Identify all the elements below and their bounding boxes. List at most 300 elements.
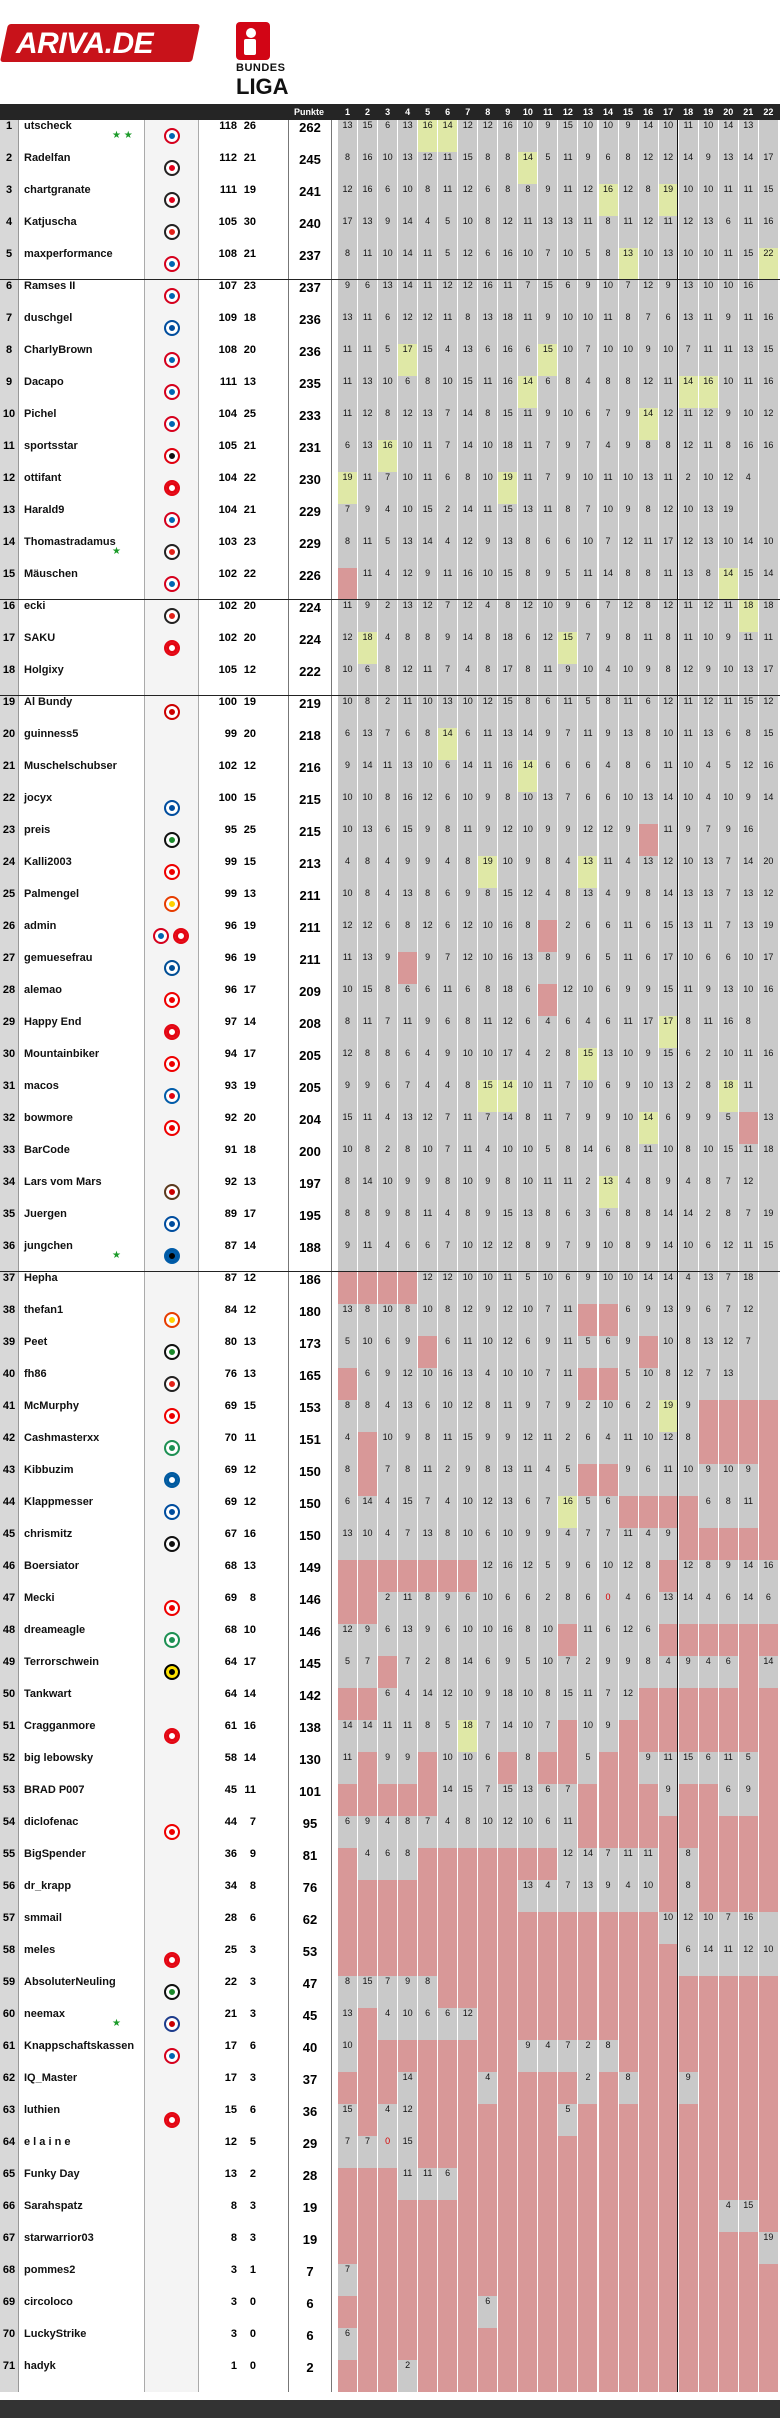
wins-cell: 9 <box>249 1848 256 1860</box>
table-row[interactable] <box>0 2200 780 2232</box>
table-row[interactable] <box>0 888 780 920</box>
table-row[interactable] <box>0 312 780 344</box>
matchday-score-cell <box>378 1784 397 1816</box>
matchday-score-cell: 15 <box>358 1976 377 2008</box>
matchday-score-cell: 6 <box>578 760 597 792</box>
player-name-link[interactable]: Funky Day <box>19 2168 143 2200</box>
goals-cell: 36 <box>198 1848 237 1880</box>
matchday-score-cell <box>759 1400 778 1432</box>
star-icons: ★ ★ <box>112 130 133 141</box>
player-name-link[interactable]: maxperformance <box>19 248 143 280</box>
matchday-score-cell: 6 <box>619 1400 638 1432</box>
table-row[interactable] <box>0 1400 780 1432</box>
player-name-link[interactable]: ecki <box>19 600 143 632</box>
goals-cell: 92 <box>198 1176 237 1208</box>
player-name-link[interactable]: smmail <box>19 1912 143 1944</box>
player-name-link[interactable]: utscheck <box>19 120 143 152</box>
matchday-score-cell <box>719 2008 738 2040</box>
matchday-score-cell <box>759 472 778 504</box>
table-row[interactable] <box>0 1848 780 1880</box>
matchday-score-cell: 14 <box>498 1080 517 1112</box>
player-name-link[interactable]: Radelfan <box>19 152 143 184</box>
table-row[interactable] <box>0 280 780 312</box>
table-row[interactable] <box>0 536 780 568</box>
matchday-score-cell <box>518 2328 537 2360</box>
club-crest-cell <box>144 1336 199 1368</box>
player-name-link[interactable]: LuckyStrike <box>19 2328 143 2360</box>
matchday-score-cell: 6 <box>558 1208 577 1240</box>
player-name-link[interactable]: BigSpender <box>19 1848 143 1880</box>
eagle-crest-icon <box>164 1536 180 1552</box>
matchday-score-cell: 13 <box>498 1464 517 1496</box>
wins-cell: 18 <box>243 312 256 324</box>
table-row[interactable] <box>0 2104 780 2136</box>
player-name-link[interactable]: sportsstar <box>19 440 143 472</box>
club-crest-cell <box>144 1272 199 1304</box>
matchday-score-cell <box>619 2104 638 2136</box>
table-row[interactable] <box>0 2008 780 2040</box>
matchday-score-cell: 8 <box>619 376 638 408</box>
matchday-score-cell: 11 <box>358 1112 377 1144</box>
matchday-score-cell: 10 <box>378 1304 397 1336</box>
table-row[interactable] <box>0 1784 780 1816</box>
club-crest-cell <box>144 1016 199 1048</box>
rank-cell: 46 <box>0 1560 19 1592</box>
rank-cell: 51 <box>0 1720 19 1752</box>
matchday-score-cell <box>498 2104 517 2136</box>
table-row[interactable] <box>0 664 780 696</box>
table-row[interactable] <box>0 1336 780 1368</box>
matchday-score-cell: 6 <box>759 1592 778 1624</box>
matchday-score-cell: 6 <box>538 1784 557 1816</box>
player-name-link[interactable]: starwarrior03 <box>19 2232 143 2264</box>
matchday-score-cell <box>639 2360 658 2392</box>
table-row[interactable] <box>0 1304 780 1336</box>
table-row[interactable] <box>0 184 780 216</box>
player-name-link[interactable]: Kibbuzim <box>19 1464 143 1496</box>
player-name-link[interactable]: SAKU <box>19 632 143 664</box>
matchday-score-cell: 16 <box>418 120 437 152</box>
gladbach-crest-icon <box>164 1984 180 2000</box>
table-row[interactable] <box>0 984 780 1016</box>
player-name-link[interactable]: Pichel <box>19 408 143 440</box>
table-row[interactable] <box>0 1912 780 1944</box>
matchday-score-cell: 14 <box>739 1592 758 1624</box>
matchday-score-cell: 8 <box>418 1976 437 2008</box>
table-row[interactable] <box>0 1816 780 1848</box>
player-name-link[interactable]: bowmore <box>19 1112 143 1144</box>
matchday-score-cell <box>398 2328 417 2360</box>
matchday-score-cell: 11 <box>458 1112 477 1144</box>
player-name-link[interactable]: CharlyBrown <box>19 344 143 376</box>
matchday-score-cell: 11 <box>398 1016 417 1048</box>
table-row[interactable] <box>0 1464 780 1496</box>
player-name-link[interactable]: neemax <box>19 2008 143 2040</box>
matchday-score-cell <box>699 2296 718 2328</box>
matchday-score-cell: 19 <box>759 2232 778 2264</box>
table-row[interactable] <box>0 952 780 984</box>
table-row[interactable] <box>0 2168 780 2200</box>
matchday-score-cell: 8 <box>478 632 497 664</box>
matchday-score-cell: 7 <box>699 824 718 856</box>
club-crest-cell <box>144 472 199 504</box>
matchday-score-cell: 12 <box>699 600 718 632</box>
player-name-link[interactable]: Happy End <box>19 1016 143 1048</box>
player-name-link[interactable]: Palmengel <box>19 888 143 920</box>
player-name-link[interactable]: Mountainbiker <box>19 1048 143 1080</box>
club-crest-cell <box>144 1176 199 1208</box>
player-name-link[interactable]: circoloco <box>19 2296 143 2328</box>
table-row[interactable] <box>0 1592 780 1624</box>
player-name-link[interactable]: chartgranate <box>19 184 143 216</box>
matchday-score-cell <box>478 2136 497 2168</box>
matchday-score-cell <box>759 1912 778 1944</box>
rank-cell: 23 <box>0 824 19 856</box>
table-row[interactable] <box>0 1560 780 1592</box>
matchday-score-cell <box>458 1976 477 2008</box>
matchday-score-cell: 6 <box>578 600 597 632</box>
table-row[interactable] <box>0 472 780 504</box>
matchday-score-cell: 18 <box>759 1144 778 1176</box>
player-name-link[interactable]: Holgixy <box>19 664 143 696</box>
star-icons: ★ <box>112 2018 121 2029</box>
table-row[interactable] <box>0 344 780 376</box>
player-name-link[interactable]: AbsoluterNeuling <box>19 1976 143 2008</box>
player-name-link[interactable]: Peet <box>19 1336 143 1368</box>
matchday-score-cell: 10 <box>578 536 597 568</box>
player-name-link[interactable]: Muschelschubser <box>19 760 143 792</box>
player-name-link[interactable]: ottifant <box>19 472 143 504</box>
matchday-score-cell: 19 <box>659 1400 678 1432</box>
matchday-score-cell: 4 <box>378 1528 397 1560</box>
table-row[interactable] <box>0 728 780 760</box>
matchday-score-cell: 4 <box>578 376 597 408</box>
matchday-score-cell <box>438 2296 457 2328</box>
table-row[interactable] <box>0 2360 780 2392</box>
matchday-score-cell: 4 <box>478 1368 497 1400</box>
matchday-score-cell <box>578 1304 597 1336</box>
matchday-score-cell: 7 <box>578 632 597 664</box>
matchday-score-cell: 15 <box>458 152 477 184</box>
table-row[interactable] <box>0 1656 780 1688</box>
matchday-score-cell: 12 <box>338 1624 357 1656</box>
table-row[interactable] <box>0 1272 780 1304</box>
player-name-link[interactable]: luthien <box>19 2104 143 2136</box>
matchday-header-12: 12 <box>562 107 573 117</box>
table-row[interactable] <box>0 1080 780 1112</box>
matchday-score-cell <box>619 2200 638 2232</box>
player-name-link[interactable]: diclofenac <box>19 1816 143 1848</box>
matchday-score-cell: 7 <box>558 1112 577 1144</box>
matchday-score-cell: 9 <box>478 1304 497 1336</box>
goals-cell: 103 <box>198 536 237 568</box>
matchday-score-cell <box>739 1368 758 1400</box>
matchday-score-cell: 6 <box>378 184 397 216</box>
matchday-score-cell: 8 <box>398 632 417 664</box>
matchday-score-cell: 5 <box>518 1656 537 1688</box>
matchday-score-cell <box>358 2072 377 2104</box>
matchday-score-cell: 11 <box>679 984 698 1016</box>
player-name-link[interactable]: Dacapo <box>19 376 143 408</box>
table-row[interactable] <box>0 1880 780 1912</box>
table-row[interactable] <box>0 696 780 728</box>
player-name-link[interactable]: Tankwart <box>19 1688 143 1720</box>
player-name-link[interactable]: Lars vom Mars <box>19 1176 143 1208</box>
matchday-score-cell: 9 <box>358 1816 377 1848</box>
goals-cell: 100 <box>198 696 237 728</box>
matchday-score-cell: 14 <box>659 1208 678 1240</box>
club-crest-cell <box>144 1816 199 1848</box>
player-name-link[interactable]: fh86 <box>19 1368 143 1400</box>
matchday-score-cell: 12 <box>458 120 477 152</box>
matchday-score-cell: 8 <box>398 1848 417 1880</box>
matchday-header-14: 14 <box>603 107 614 117</box>
table-row[interactable] <box>0 1016 780 1048</box>
table-row[interactable] <box>0 1624 780 1656</box>
player-name-link[interactable]: macos <box>19 1080 143 1112</box>
matchday-score-cell: 8 <box>478 1464 497 1496</box>
table-row[interactable] <box>0 824 780 856</box>
table-row[interactable] <box>0 792 780 824</box>
player-name-link[interactable]: thefan1 <box>19 1304 143 1336</box>
player-name-link[interactable]: gemuesefrau <box>19 952 143 984</box>
table-row[interactable] <box>0 2232 780 2264</box>
table-row[interactable] <box>0 568 780 600</box>
matchday-score-cell: 9 <box>418 1176 437 1208</box>
player-name-link[interactable]: Kalli2003 <box>19 856 143 888</box>
player-name-link[interactable]: Ramses II <box>19 280 143 312</box>
table-row[interactable] <box>0 408 780 440</box>
matchday-score-cell <box>759 2104 778 2136</box>
matchday-score-cell: 14 <box>358 760 377 792</box>
table-row[interactable] <box>0 1944 780 1976</box>
matchday-score-cell <box>518 1848 537 1880</box>
matchday-score-cell: 6 <box>639 1624 658 1656</box>
player-name-link[interactable]: meles <box>19 1944 143 1976</box>
table-row[interactable] <box>0 376 780 408</box>
matchday-score-cell: 13 <box>438 696 457 728</box>
player-name-link[interactable]: admin <box>19 920 143 952</box>
player-name-link[interactable]: dreameagle <box>19 1624 143 1656</box>
table-row[interactable] <box>0 632 780 664</box>
matchday-score-cell: 13 <box>659 1592 678 1624</box>
points-cell: 7 <box>288 2264 332 2296</box>
matchday-score-cell: 10 <box>679 504 698 536</box>
player-name-link[interactable]: Katjuscha <box>19 216 143 248</box>
matchday-score-cell <box>719 2104 738 2136</box>
player-name-link[interactable]: Cashmasterxx <box>19 1432 143 1464</box>
matchday-score-cell: 6 <box>438 1016 457 1048</box>
points-cell: 213 <box>288 856 332 888</box>
table-row[interactable] <box>0 1432 780 1464</box>
player-name-link[interactable]: Mäuschen <box>19 568 143 600</box>
matchday-score-cell: 6 <box>438 760 457 792</box>
club-crest-cell <box>144 2136 199 2168</box>
matchday-score-cell: 13 <box>759 1112 778 1144</box>
table-row[interactable] <box>0 248 780 280</box>
matchday-score-cell: 10 <box>458 1240 477 1272</box>
player-name-link[interactable]: Hepha <box>19 1272 143 1304</box>
rank-cell: 66 <box>0 2200 19 2232</box>
matchday-score-cell: 10 <box>378 248 397 280</box>
player-name-link[interactable]: McMurphy <box>19 1400 143 1432</box>
goals-cell: 80 <box>198 1336 237 1368</box>
matchday-score-cell: 16 <box>759 376 778 408</box>
club-crest-cell <box>144 1240 199 1272</box>
matchday-score-cell: 10 <box>478 1048 497 1080</box>
points-cell: 224 <box>288 600 332 632</box>
club-crest-cell <box>144 2328 199 2360</box>
matchday-score-cell: 14 <box>599 568 618 600</box>
stuttgart-crest-icon <box>164 1376 180 1392</box>
player-name-link[interactable]: preis <box>19 824 143 856</box>
matchday-score-cell: 10 <box>518 1080 537 1112</box>
table-row[interactable] <box>0 600 780 632</box>
matchday-score-cell: 10 <box>699 472 718 504</box>
matchday-score-cell: 13 <box>398 760 417 792</box>
matchday-score-cell <box>498 2008 517 2040</box>
table-row[interactable] <box>0 1176 780 1208</box>
matchday-score-cell: 13 <box>679 568 698 600</box>
player-name-link[interactable]: Knappschaftskassen <box>19 2040 143 2072</box>
matchday-score-cell: 10 <box>578 120 597 152</box>
player-name-link[interactable]: Harald9 <box>19 504 143 536</box>
table-row[interactable] <box>0 2040 780 2072</box>
points-cell: 215 <box>288 824 332 856</box>
ariva-logo-text[interactable]: ARIVA.DE <box>16 27 154 60</box>
table-row[interactable] <box>0 1144 780 1176</box>
table-row[interactable] <box>0 504 780 536</box>
table-row[interactable] <box>0 1720 780 1752</box>
player-name-link[interactable]: Juergen <box>19 1208 143 1240</box>
player-name-link[interactable]: Terrorschwein <box>19 1656 143 1688</box>
table-row[interactable] <box>0 1752 780 1784</box>
table-row[interactable] <box>0 1240 780 1272</box>
matchday-score-cell <box>418 2200 437 2232</box>
matchday-score-cell <box>739 2296 758 2328</box>
player-name-link[interactable]: Mecki <box>19 1592 143 1624</box>
table-row[interactable] <box>0 216 780 248</box>
matchday-score-cell: 12 <box>418 152 437 184</box>
table-row[interactable] <box>0 920 780 952</box>
table-row[interactable] <box>0 120 780 152</box>
player-name-link[interactable]: duschgel <box>19 312 143 344</box>
matchday-score-cell: 18 <box>358 632 377 664</box>
matchday-score-cell: 10 <box>498 856 517 888</box>
table-row[interactable] <box>0 2264 780 2296</box>
rank-cell: 35 <box>0 1208 19 1240</box>
player-name-link[interactable]: big lebowsky <box>19 1752 143 1784</box>
matchday-score-cell: 8 <box>518 568 537 600</box>
matchday-score-cell: 8 <box>438 1528 457 1560</box>
player-name-link[interactable]: pommes2 <box>19 2264 143 2296</box>
table-row[interactable] <box>0 2296 780 2328</box>
player-name-link[interactable]: guinness5 <box>19 728 143 760</box>
table-row[interactable] <box>0 2136 780 2168</box>
matchday-score-cell <box>338 2200 357 2232</box>
matchday-score-cell <box>378 2200 397 2232</box>
matchday-score-cell <box>498 1880 517 1912</box>
matchday-score-cell <box>538 2072 557 2104</box>
player-name-link[interactable]: Thomastradamus <box>19 536 143 568</box>
player-name-link[interactable]: IQ_Master <box>19 2072 143 2104</box>
matchday-score-cell <box>578 2296 597 2328</box>
matchday-score-cell: 11 <box>438 184 457 216</box>
table-row[interactable] <box>0 1976 780 2008</box>
wins-cell: 8 <box>249 1592 256 1604</box>
table-row[interactable] <box>0 2328 780 2360</box>
wins-cell: 0 <box>249 2296 256 2308</box>
matchday-score-cell: 11 <box>558 696 577 728</box>
player-name-link[interactable]: Al Bundy <box>19 696 143 728</box>
player-name-link[interactable]: Boersiator <box>19 1560 143 1592</box>
matchday-score-cell: 6 <box>358 280 377 312</box>
table-row[interactable] <box>0 1528 780 1560</box>
wins-cell: 16 <box>243 1528 256 1540</box>
matchday-score-cell <box>338 568 357 600</box>
matchday-score-cell: 10 <box>699 248 718 280</box>
matchday-score-cell: 10 <box>578 1080 597 1112</box>
bayern-crest-icon <box>164 416 180 432</box>
matchday-score-cell <box>719 2136 738 2168</box>
player-name-link[interactable]: dr_krapp <box>19 1880 143 1912</box>
table-row[interactable] <box>0 1368 780 1400</box>
matchday-score-cell: 10 <box>679 792 698 824</box>
table-row[interactable] <box>0 856 780 888</box>
player-name-link[interactable]: hadyk <box>19 2360 143 2392</box>
hansa-crest-icon <box>164 1088 180 1104</box>
points-cell: 222 <box>288 664 332 696</box>
player-name-link[interactable]: Sarahspatz <box>19 2200 143 2232</box>
player-name-link[interactable]: jocyx <box>19 792 143 824</box>
matchday-score-cell: 4 <box>418 216 437 248</box>
matchday-score-cell: 4 <box>599 664 618 696</box>
points-cell: 205 <box>288 1080 332 1112</box>
table-row[interactable] <box>0 1496 780 1528</box>
club-crest-cell <box>144 2232 199 2264</box>
matchday-score-cell <box>659 2264 678 2296</box>
matchday-score-cell <box>619 1720 638 1752</box>
matchday-score-cell <box>358 2264 377 2296</box>
matchday-score-cell: 4 <box>538 888 557 920</box>
table-row[interactable] <box>0 152 780 184</box>
matchday-score-cell: 4 <box>578 1016 597 1048</box>
table-row[interactable] <box>0 1208 780 1240</box>
matchday-score-cell <box>378 2360 397 2392</box>
matchday-score-cell: 6 <box>518 632 537 664</box>
table-row[interactable] <box>0 1048 780 1080</box>
table-row[interactable] <box>0 1688 780 1720</box>
player-name-link[interactable]: BRAD P007 <box>19 1784 143 1816</box>
table-row[interactable] <box>0 2072 780 2104</box>
matchday-score-cell <box>739 2008 758 2040</box>
table-row[interactable] <box>0 760 780 792</box>
table-row[interactable] <box>0 440 780 472</box>
player-name-link[interactable]: chrismitz <box>19 1528 143 1560</box>
matchday-score-cell: 11 <box>719 696 738 728</box>
player-name-link[interactable]: Cragganmore <box>19 1720 143 1752</box>
player-name-link[interactable]: Klappmesser <box>19 1496 143 1528</box>
player-name-link[interactable]: BarCode <box>19 1144 143 1176</box>
matchday-score-cell <box>759 1848 778 1880</box>
matchday-score-cell: 10 <box>458 696 477 728</box>
table-row[interactable] <box>0 1112 780 1144</box>
points-cell: 19 <box>288 2232 332 2264</box>
player-name-link[interactable]: jungchen <box>19 1240 143 1272</box>
player-name-link[interactable]: alemao <box>19 984 143 1016</box>
player-name-link[interactable]: e l a i n e <box>19 2136 143 2168</box>
goals-cell: 102 <box>198 760 237 792</box>
